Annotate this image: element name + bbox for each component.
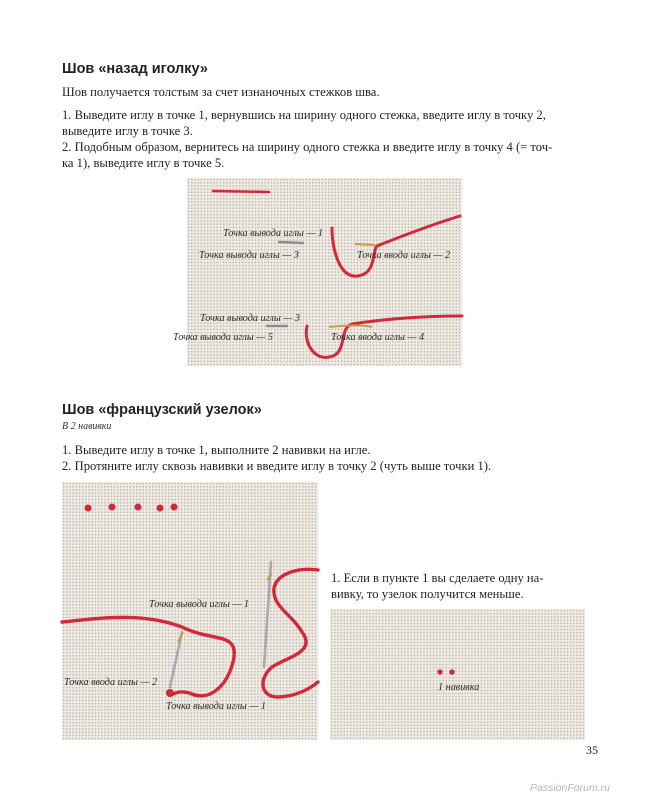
knot-left [166, 689, 174, 697]
knot-step-1: 1. Выведите иглу в точке 1, выполните 2 навивки на игле. [62, 443, 371, 457]
french-knot-photo [62, 482, 318, 740]
label-exit-5: Точка вывода иглы — 5 [173, 332, 274, 343]
single-wrap-illustration [330, 609, 585, 740]
knot-2 [109, 504, 116, 511]
section-title-french-knot: Шов «французский узелок» [62, 402, 262, 418]
knot-4 [157, 505, 164, 512]
backstitch-photo [173, 178, 462, 366]
sample-stitch [213, 191, 269, 192]
watermark: PassionForum.ru [530, 782, 610, 794]
label-one-wrap: 1 навивка [438, 682, 480, 693]
note-paragraph [331, 570, 543, 602]
knot-5 [171, 504, 178, 511]
label-exit-1: Точка вывода иглы — 1 [223, 228, 324, 239]
intro-paragraph: Шов получается толстым за счет изнаночных стежков шва. [62, 85, 380, 99]
needle-eye-upper [355, 244, 375, 245]
label-enter-2: Точка ввода иглы — 2 [357, 250, 451, 261]
label-exit-3: Точка вывода иглы — 3 [199, 250, 300, 261]
needle-left [170, 632, 182, 687]
label-exit-3-lower: Точка вывода иглы — 3 [200, 313, 301, 324]
section-subtitle: В 2 навивки [62, 421, 112, 432]
thread-right [263, 569, 318, 697]
section-title-backstitch: Шов «назад иголку» [62, 61, 208, 77]
note-line-1: 1. Если в пункте 1 вы сделаете одну на- [331, 571, 544, 585]
note-line-2: вивку, то узелок получится меньше. [331, 587, 524, 601]
single-wrap-photo [330, 609, 585, 740]
knot-step-2: 2. Протяните иглу сквозь навивки и введите иглу в точку 2 (чуть выше точки 1). [62, 459, 492, 473]
small-knot-1 [437, 669, 442, 674]
label-knot-exit-1b: Точка вывода иглы — 1 [166, 701, 267, 712]
step-1-line-1: 1. Выведите иглу в точке 1, вернувшись на ширину одного стежка, введите иглу в точку 2, [62, 108, 546, 122]
needle-eye-lower [329, 325, 372, 327]
step-1 [62, 107, 546, 139]
step-2-line-1: 2. Подобным образом, вернитесь на ширину одного стежка и введите иглу в точку 4 (= точ- [62, 140, 553, 154]
step-1-line-2: выведите иглу в точке 3. [62, 124, 193, 138]
step-2-line-2: ка 1), выведите иглу в точке 5. [62, 156, 225, 170]
knot-1 [85, 505, 92, 512]
label-enter-4: Точка ввода иглы — 4 [331, 332, 425, 343]
step-2 [62, 139, 552, 171]
page-number: 35 [586, 743, 598, 757]
knot-3 [135, 504, 142, 511]
label-knot-enter-2: Точка ввода иглы — 2 [64, 677, 158, 688]
thread-upper [332, 216, 460, 276]
needle-back-upper [279, 242, 303, 243]
label-knot-exit-1: Точка вывода иглы — 1 [149, 599, 250, 610]
small-knot-2 [449, 669, 454, 674]
